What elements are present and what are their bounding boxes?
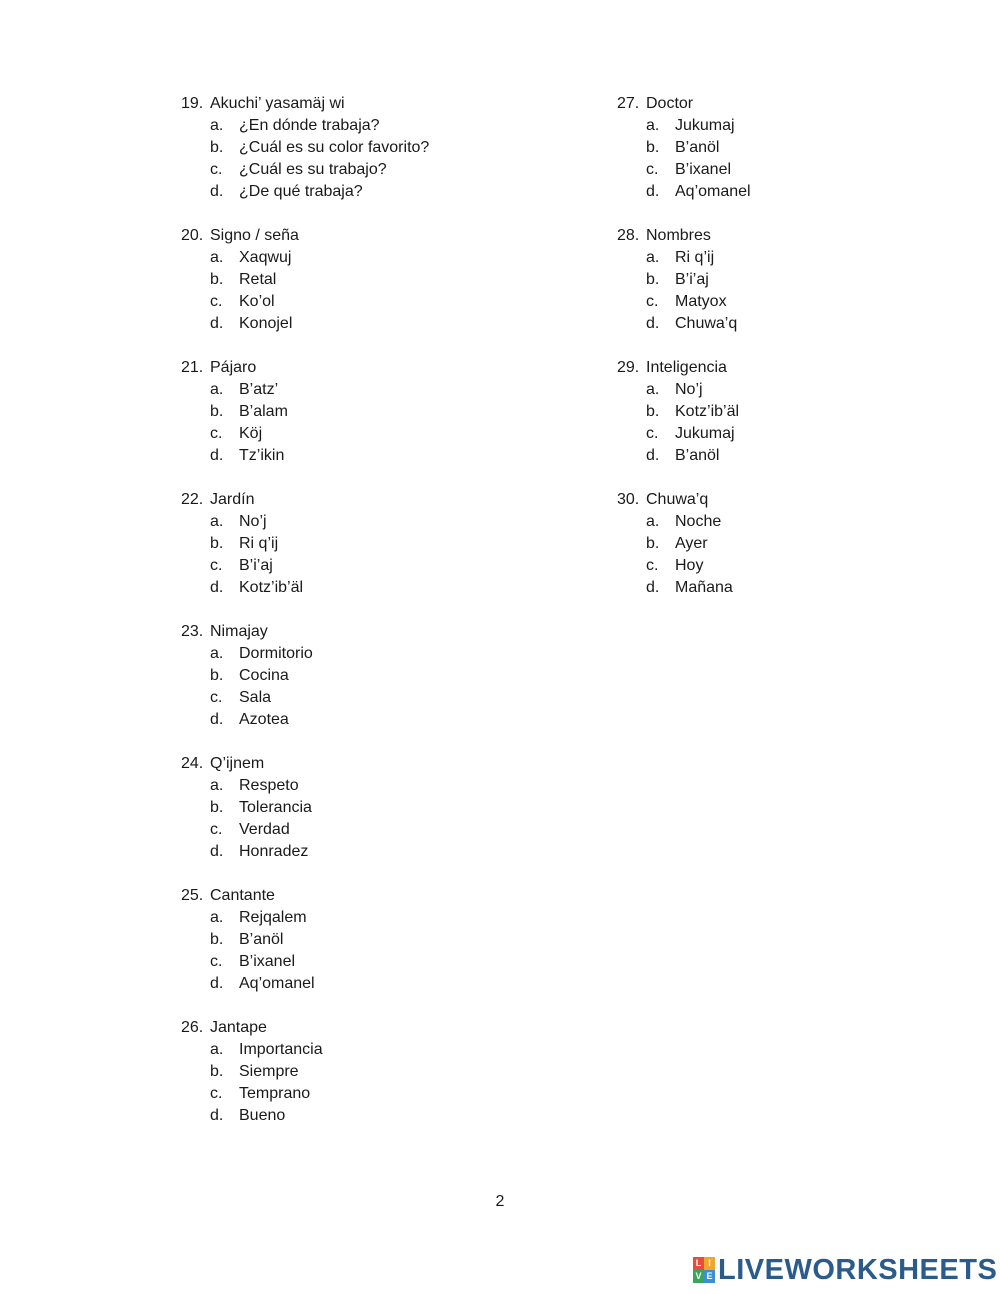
option-text: Ko’ol [239, 293, 275, 310]
option-letter: b. [210, 667, 224, 684]
answer-option[interactable] [210, 643, 581, 665]
answer-option[interactable] [646, 181, 957, 203]
option-text: Siempre [239, 1063, 299, 1080]
logo-mark-tile: L [693, 1257, 704, 1270]
question-heading [181, 753, 581, 775]
option-letter: a. [646, 381, 660, 398]
question-heading [181, 225, 581, 247]
option-letter: c. [210, 425, 223, 442]
option-text: Importancia [239, 1041, 323, 1058]
option-text: B’alam [239, 403, 288, 420]
option-text: Hoy [675, 557, 704, 574]
option-text: Aq’omanel [675, 183, 751, 200]
question-heading [181, 357, 581, 379]
question-heading [617, 357, 957, 379]
option-text: ¿Cuál es su trabajo? [239, 161, 387, 178]
left-question-column [181, 93, 581, 1149]
option-letter: d. [646, 315, 660, 332]
option-letter: a. [210, 777, 224, 794]
option-text: Tz’ikin [239, 447, 285, 464]
option-text: B’ixanel [675, 161, 732, 178]
question-prompt: Cantante [210, 887, 275, 904]
answer-option[interactable] [646, 577, 957, 599]
option-letter: d. [210, 1107, 224, 1124]
answer-option[interactable] [646, 379, 957, 401]
answer-option[interactable] [210, 907, 581, 929]
option-letter: a. [646, 513, 660, 530]
answer-option[interactable] [646, 159, 957, 181]
answer-option[interactable] [210, 247, 581, 269]
question-number: 19. [181, 95, 204, 112]
page-number: 2 [495, 1193, 505, 1210]
answer-option[interactable] [646, 269, 957, 291]
answer-option[interactable] [210, 181, 581, 203]
question-block [617, 225, 957, 335]
question-heading [181, 885, 581, 907]
question-prompt: Akuchi’ yasamäj wi [210, 95, 345, 112]
option-text: B’i’aj [675, 271, 709, 288]
answer-options [210, 379, 581, 467]
option-text: Respeto [239, 777, 299, 794]
option-text: No’j [675, 381, 703, 398]
option-letter: c. [210, 821, 223, 838]
option-text: Ri q’ij [675, 249, 715, 266]
answer-option[interactable] [646, 401, 957, 423]
answer-option[interactable] [646, 445, 957, 467]
option-text: Tolerancia [239, 799, 312, 816]
logo-mark-tile: E [704, 1270, 715, 1283]
answer-option[interactable] [646, 511, 957, 533]
answer-option[interactable] [210, 137, 581, 159]
question-prompt: Nimajay [210, 623, 268, 640]
question-number: 29. [617, 359, 640, 376]
answer-option[interactable] [210, 929, 581, 951]
option-letter: d. [210, 843, 224, 860]
option-text: Cocina [239, 667, 289, 684]
answer-option[interactable] [210, 423, 581, 445]
question-block [181, 753, 581, 863]
answer-options [646, 511, 957, 599]
question-number: 26. [181, 1019, 204, 1036]
option-text: ¿Cuál es su color favorito? [239, 139, 430, 156]
answer-option[interactable] [646, 423, 957, 445]
option-letter: a. [210, 1041, 224, 1058]
option-text: B’anöl [239, 931, 284, 948]
answer-option[interactable] [210, 401, 581, 423]
option-letter: b. [210, 535, 224, 552]
option-letter: b. [210, 931, 224, 948]
option-text: Kotz’ib’äl [675, 403, 740, 420]
question-block [617, 357, 957, 467]
option-letter: c. [210, 293, 223, 310]
answer-option[interactable] [210, 379, 581, 401]
answer-option[interactable] [210, 797, 581, 819]
answer-option[interactable] [646, 533, 957, 555]
answer-option[interactable] [210, 577, 581, 599]
question-number: 21. [181, 359, 204, 376]
option-text: Matyox [675, 293, 727, 310]
answer-option[interactable] [210, 665, 581, 687]
question-block [617, 93, 957, 203]
question-number: 24. [181, 755, 204, 772]
option-text: Ayer [675, 535, 708, 552]
question-prompt: Jantape [210, 1019, 267, 1036]
answer-option[interactable] [210, 555, 581, 577]
answer-options [210, 511, 581, 599]
answer-option[interactable] [646, 137, 957, 159]
answer-option[interactable] [210, 1061, 581, 1083]
option-letter: a. [210, 645, 224, 662]
option-letter: b. [646, 403, 660, 420]
question-heading [181, 1017, 581, 1039]
option-letter: c. [646, 425, 659, 442]
answer-option[interactable] [210, 533, 581, 555]
answer-option[interactable] [210, 951, 581, 973]
option-letter: a. [210, 381, 224, 398]
option-text: Konojel [239, 315, 293, 332]
option-text: Chuwa’q [675, 315, 738, 332]
question-prompt: Nombres [646, 227, 711, 244]
answer-option[interactable] [646, 115, 957, 137]
option-letter: b. [210, 271, 224, 288]
question-prompt: Doctor [646, 95, 694, 112]
option-text: No’j [239, 513, 267, 530]
answer-options [646, 379, 957, 467]
logo-mark-tile: V [693, 1270, 704, 1283]
answer-options [210, 247, 581, 335]
option-text: Jukumaj [675, 425, 735, 442]
answer-options [646, 247, 957, 335]
answer-option[interactable] [210, 291, 581, 313]
option-text: Bueno [239, 1107, 286, 1124]
logo-mark-tile: I [704, 1257, 715, 1270]
question-block [181, 1017, 581, 1127]
question-heading [181, 489, 581, 511]
question-block [181, 357, 581, 467]
option-letter: c. [646, 293, 659, 310]
option-text: Aq’omanel [239, 975, 315, 992]
logo-text: LIVEWORKSHEETS [718, 1253, 998, 1286]
answer-option[interactable] [210, 687, 581, 709]
option-letter: d. [210, 315, 224, 332]
question-prompt: Inteligencia [646, 359, 727, 376]
answer-options [210, 775, 581, 863]
option-letter: b. [646, 139, 660, 156]
option-letter: a. [646, 117, 660, 134]
question-block [181, 489, 581, 599]
question-prompt: Jardín [210, 491, 255, 508]
answer-option[interactable] [210, 819, 581, 841]
option-text: Verdad [239, 821, 290, 838]
option-letter: b. [646, 535, 660, 552]
answer-option[interactable] [210, 1083, 581, 1105]
option-text: ¿De qué trabaja? [239, 183, 363, 200]
option-text: B’ixanel [239, 953, 296, 970]
question-heading [181, 93, 581, 115]
question-heading [617, 93, 957, 115]
question-heading [181, 621, 581, 643]
option-text: B’anöl [675, 139, 720, 156]
option-letter: d. [646, 579, 660, 596]
option-text: Honradez [239, 843, 309, 860]
answer-option[interactable] [646, 291, 957, 313]
liveworksheets-logo [693, 1255, 997, 1285]
option-text: Xaqwuj [239, 249, 292, 266]
answer-option[interactable] [210, 115, 581, 137]
option-letter: b. [210, 139, 224, 156]
question-prompt: Q’ijnem [210, 755, 265, 772]
option-text: B’atz’ [239, 381, 279, 398]
option-text: Mañana [675, 579, 733, 596]
answer-option[interactable] [646, 313, 957, 335]
question-heading [617, 489, 957, 511]
question-number: 27. [617, 95, 640, 112]
question-prompt: Pájaro [210, 359, 257, 376]
option-text: Dormitorio [239, 645, 313, 662]
option-letter: d. [210, 447, 224, 464]
answer-option[interactable] [210, 1039, 581, 1061]
question-block [181, 93, 581, 203]
option-letter: a. [210, 909, 224, 926]
option-letter: b. [210, 403, 224, 420]
answer-option[interactable] [210, 709, 581, 731]
question-prompt: Chuwa’q [646, 491, 709, 508]
question-number: 25. [181, 887, 204, 904]
answer-option[interactable] [210, 511, 581, 533]
option-letter: c. [210, 1085, 223, 1102]
option-text: Azotea [239, 711, 289, 728]
option-letter: d. [210, 975, 224, 992]
question-block [181, 225, 581, 335]
option-text: ¿En dónde trabaja? [239, 117, 380, 134]
option-text: Ri q’ij [239, 535, 279, 552]
answer-option[interactable] [210, 973, 581, 995]
answer-option[interactable] [210, 1105, 581, 1127]
option-letter: d. [210, 183, 224, 200]
option-text: Köj [239, 425, 263, 442]
option-letter: b. [210, 1063, 224, 1080]
answer-option[interactable] [210, 775, 581, 797]
right-question-column [617, 93, 957, 621]
option-text: Sala [239, 689, 272, 706]
answer-option[interactable] [210, 445, 581, 467]
option-text: B’anöl [675, 447, 720, 464]
option-letter: a. [210, 117, 224, 134]
option-letter: b. [210, 799, 224, 816]
option-text: Rejqalem [239, 909, 307, 926]
answer-options [210, 907, 581, 995]
option-letter: d. [210, 579, 224, 596]
answer-options [210, 1039, 581, 1127]
option-text: Temprano [239, 1085, 311, 1102]
question-number: 28. [617, 227, 640, 244]
question-block [617, 489, 957, 599]
option-text: Kotz’ib’äl [239, 579, 304, 596]
answer-option[interactable] [210, 841, 581, 863]
answer-option[interactable] [210, 269, 581, 291]
answer-option[interactable] [646, 247, 957, 269]
answer-options [210, 643, 581, 731]
option-letter: c. [210, 689, 223, 706]
option-letter: c. [210, 953, 223, 970]
question-number: 30. [617, 491, 640, 508]
option-letter: b. [646, 271, 660, 288]
option-text: Jukumaj [675, 117, 735, 134]
option-letter: c. [210, 161, 223, 178]
answer-option[interactable] [210, 159, 581, 181]
liveworksheets-logo-icon [693, 1257, 715, 1283]
question-number: 23. [181, 623, 204, 640]
option-letter: d. [210, 711, 224, 728]
answer-options [210, 115, 581, 203]
option-text: B’i’aj [239, 557, 273, 574]
answer-option[interactable] [210, 313, 581, 335]
option-letter: c. [646, 161, 659, 178]
option-text: Retal [239, 271, 277, 288]
answer-options [646, 115, 957, 203]
question-block [181, 621, 581, 731]
question-number: 22. [181, 491, 204, 508]
option-letter: a. [646, 249, 660, 266]
option-letter: c. [646, 557, 659, 574]
option-letter: a. [210, 513, 224, 530]
option-letter: a. [210, 249, 224, 266]
option-letter: d. [646, 183, 660, 200]
question-heading [617, 225, 957, 247]
answer-option[interactable] [646, 555, 957, 577]
question-number: 20. [181, 227, 204, 244]
option-letter: c. [210, 557, 223, 574]
question-block [181, 885, 581, 995]
question-prompt: Signo / seña [210, 227, 299, 244]
option-text: Noche [675, 513, 722, 530]
option-letter: d. [646, 447, 660, 464]
